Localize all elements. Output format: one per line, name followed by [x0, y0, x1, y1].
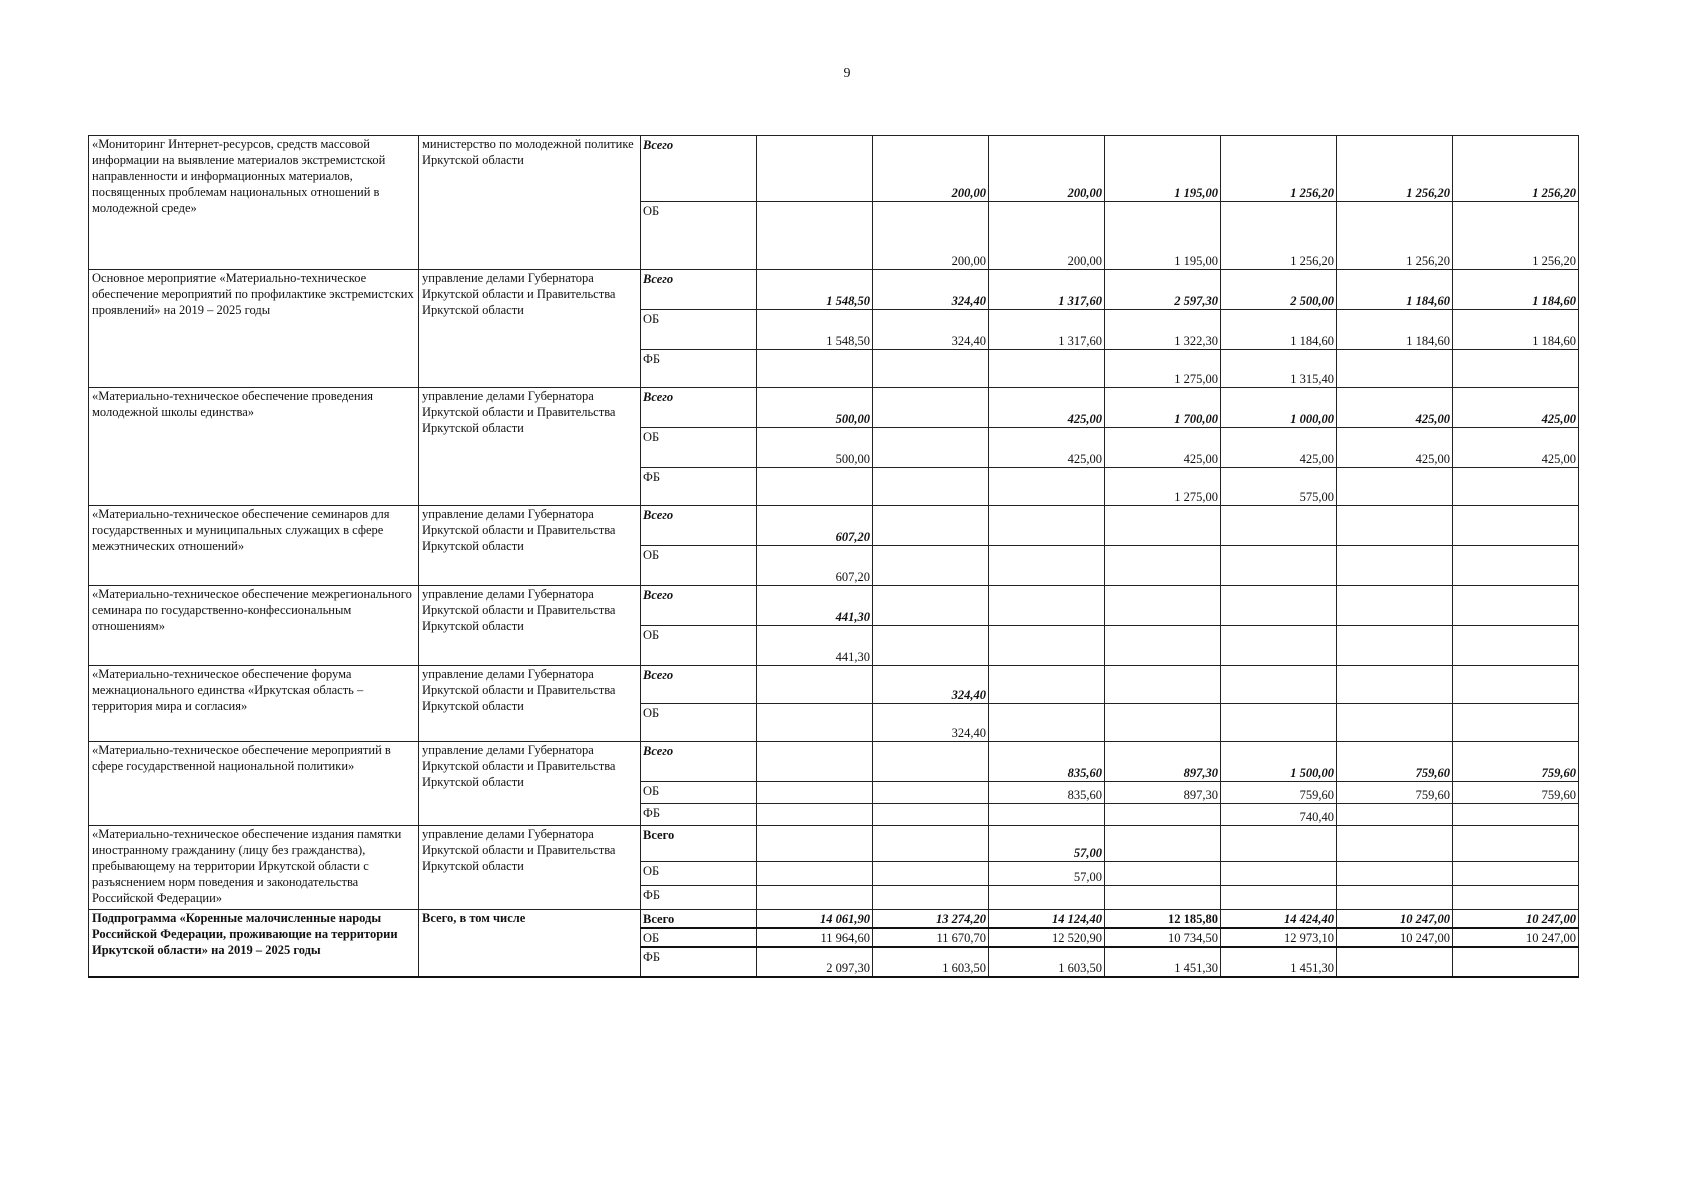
year-value: 1 322,30 — [1105, 310, 1221, 350]
table-row — [89, 136, 1579, 202]
year-value: 425,00 — [1453, 388, 1579, 428]
funding-source: Всего — [641, 666, 757, 704]
executor: министерство по молодежной политике Иркутской области — [419, 136, 641, 270]
year-value — [873, 804, 989, 826]
year-value — [989, 626, 1105, 666]
year-value — [1453, 826, 1579, 862]
year-value — [1337, 350, 1453, 388]
executor: Всего, в том числе — [419, 910, 641, 978]
year-value: 324,40 — [873, 310, 989, 350]
funding-source: ФБ — [641, 350, 757, 388]
year-value — [989, 704, 1105, 742]
year-value — [873, 586, 989, 626]
funding-source: ОБ — [641, 626, 757, 666]
year-value: 200,00 — [989, 136, 1105, 202]
year-value: 441,30 — [757, 586, 873, 626]
table-row — [89, 506, 1579, 546]
year-value — [1105, 586, 1221, 626]
year-value: 1 184,60 — [1453, 270, 1579, 310]
year-value — [873, 428, 989, 468]
year-value — [873, 886, 989, 910]
year-value — [989, 350, 1105, 388]
year-value: 10 247,00 — [1337, 910, 1453, 929]
year-value: 425,00 — [989, 388, 1105, 428]
year-value: 200,00 — [873, 136, 989, 202]
year-value — [1337, 586, 1453, 626]
year-value: 425,00 — [1337, 428, 1453, 468]
year-value: 835,60 — [989, 742, 1105, 782]
funding-source: ОБ — [641, 202, 757, 270]
year-value: 10 734,50 — [1105, 928, 1221, 947]
year-value — [757, 804, 873, 826]
year-value: 575,00 — [1221, 468, 1337, 506]
year-value — [757, 468, 873, 506]
year-value: 897,30 — [1105, 742, 1221, 782]
year-value — [1105, 506, 1221, 546]
year-value: 2 500,00 — [1221, 270, 1337, 310]
funding-source: ОБ — [641, 862, 757, 886]
year-value — [989, 506, 1105, 546]
year-value — [1337, 626, 1453, 666]
year-value — [1337, 886, 1453, 910]
year-value: 1 603,50 — [989, 947, 1105, 977]
funding-source: Всего — [641, 742, 757, 782]
year-value: 759,60 — [1221, 782, 1337, 804]
funding-source: ОБ — [641, 428, 757, 468]
year-value — [1221, 862, 1337, 886]
table-row — [89, 666, 1579, 704]
executor: управление делами Губернатора Иркутской области и Правительства Иркутской области — [419, 586, 641, 666]
year-value — [1337, 468, 1453, 506]
year-value — [1105, 704, 1221, 742]
year-value — [1221, 704, 1337, 742]
year-value — [1453, 546, 1579, 586]
year-value — [873, 350, 989, 388]
year-value — [873, 742, 989, 782]
year-value: 14 061,90 — [757, 910, 873, 929]
table-row — [89, 910, 1579, 929]
year-value: 759,60 — [1453, 782, 1579, 804]
budget-table — [88, 135, 1579, 978]
year-value — [1453, 947, 1579, 977]
year-value: 759,60 — [1337, 782, 1453, 804]
year-value: 740,40 — [1221, 804, 1337, 826]
year-value: 425,00 — [1337, 388, 1453, 428]
funding-source: ОБ — [641, 310, 757, 350]
year-value — [1221, 886, 1337, 910]
page-number: 9 — [843, 66, 851, 81]
year-value: 1 184,60 — [1337, 270, 1453, 310]
year-value — [1105, 826, 1221, 862]
year-value — [1453, 626, 1579, 666]
table-row — [89, 270, 1579, 310]
year-value: 57,00 — [989, 862, 1105, 886]
funding-source: ФБ — [641, 468, 757, 506]
year-value — [757, 742, 873, 782]
year-value: 324,40 — [873, 270, 989, 310]
year-value: 13 274,20 — [873, 910, 989, 929]
year-value — [757, 666, 873, 704]
year-value — [1105, 546, 1221, 586]
year-value: 441,30 — [757, 626, 873, 666]
year-value: 500,00 — [757, 388, 873, 428]
year-value: 324,40 — [873, 666, 989, 704]
year-value: 1 700,00 — [1105, 388, 1221, 428]
activity-description: «Мониторинг Интернет-ресурсов, средств массовой информации на выявление материалов экстремистской направленности и информационных материалов, посвященных проблемам национальных отношений в молодежной среде» — [89, 136, 419, 270]
table-row — [89, 826, 1579, 862]
year-value: 607,20 — [757, 546, 873, 586]
year-value — [1453, 886, 1579, 910]
year-value: 1 184,60 — [1453, 310, 1579, 350]
year-value: 14 124,40 — [989, 910, 1105, 929]
year-value — [873, 782, 989, 804]
year-value: 1 256,20 — [1221, 136, 1337, 202]
year-value: 425,00 — [1221, 428, 1337, 468]
year-value: 1 451,30 — [1105, 947, 1221, 977]
year-value — [1221, 506, 1337, 546]
year-value: 425,00 — [1105, 428, 1221, 468]
year-value — [1453, 804, 1579, 826]
executor: управление делами Губернатора Иркутской области и Правительства Иркутской области — [419, 506, 641, 586]
funding-source: Всего — [641, 270, 757, 310]
year-value: 1 256,20 — [1453, 136, 1579, 202]
year-value: 425,00 — [1453, 428, 1579, 468]
year-value — [1337, 704, 1453, 742]
year-value — [1221, 626, 1337, 666]
funding-source: ОБ — [641, 928, 757, 947]
year-value — [1453, 468, 1579, 506]
year-value: 607,20 — [757, 506, 873, 546]
year-value — [1105, 666, 1221, 704]
funding-source: Всего — [641, 586, 757, 626]
year-value: 10 247,00 — [1337, 928, 1453, 947]
year-value — [1453, 586, 1579, 626]
year-value: 835,60 — [989, 782, 1105, 804]
year-value: 200,00 — [989, 202, 1105, 270]
year-value — [757, 886, 873, 910]
year-value: 57,00 — [989, 826, 1105, 862]
funding-source: ФБ — [641, 886, 757, 910]
activity-description: «Материально-техническое обеспечение издания памятки иностранному гражданину (лицу без гражданства), пребывающему на территории Иркутской области с разъяснением норм поведения и законодательства Российской Федерации» — [89, 826, 419, 910]
funding-source: Всего — [641, 388, 757, 428]
year-value: 1 256,20 — [1337, 202, 1453, 270]
year-value: 1 451,30 — [1221, 947, 1337, 977]
activity-description: «Материально-техническое обеспечение форума межнационального единства «Иркутская область – территория мира и согласия» — [89, 666, 419, 742]
year-value: 1 256,20 — [1453, 202, 1579, 270]
year-value — [1453, 506, 1579, 546]
year-value — [1453, 666, 1579, 704]
year-value: 759,60 — [1453, 742, 1579, 782]
year-value — [1453, 350, 1579, 388]
year-value: 1 315,40 — [1221, 350, 1337, 388]
year-value — [1453, 704, 1579, 742]
year-value: 1 195,00 — [1105, 136, 1221, 202]
year-value: 425,00 — [989, 428, 1105, 468]
funding-source: Всего — [641, 910, 757, 929]
year-value — [1337, 666, 1453, 704]
year-value: 759,60 — [1337, 742, 1453, 782]
year-value — [989, 546, 1105, 586]
activity-description: «Материально-техническое обеспечение семинаров для государственных и муниципальных служащих в сфере межэтнических отношений» — [89, 506, 419, 586]
year-value: 1 317,60 — [989, 270, 1105, 310]
year-value: 1 000,00 — [1221, 388, 1337, 428]
year-value: 324,40 — [873, 704, 989, 742]
year-value — [989, 586, 1105, 626]
year-value: 1 317,60 — [989, 310, 1105, 350]
year-value: 14 424,40 — [1221, 910, 1337, 929]
year-value — [1221, 586, 1337, 626]
year-value: 1 548,50 — [757, 310, 873, 350]
year-value: 10 247,00 — [1453, 910, 1579, 929]
year-value: 2 597,30 — [1105, 270, 1221, 310]
activity-description: «Материально-техническое обеспечение проведения молодежной школы единства» — [89, 388, 419, 506]
year-value — [1221, 666, 1337, 704]
executor: управление делами Губернатора Иркутской области и Правительства Иркутской области — [419, 826, 641, 910]
year-value: 500,00 — [757, 428, 873, 468]
year-value — [1105, 862, 1221, 886]
activity-description: «Материально-техническое обеспечение мероприятий в сфере государственной национальной политики» — [89, 742, 419, 826]
year-value: 1 275,00 — [1105, 468, 1221, 506]
funding-source: ФБ — [641, 804, 757, 826]
year-value — [873, 826, 989, 862]
year-value: 1 275,00 — [1105, 350, 1221, 388]
year-value: 1 548,50 — [757, 270, 873, 310]
activity-description: Основное мероприятие «Материально-техническое обеспечение мероприятий по профилактике экстремистских проявлений» на 2019 – 2025 годы — [89, 270, 419, 388]
year-value — [757, 202, 873, 270]
activity-description: «Материально-техническое обеспечение межрегионального семинара по государственно-конфессиональным отношениям» — [89, 586, 419, 666]
year-value: 12 520,90 — [989, 928, 1105, 947]
year-value — [757, 826, 873, 862]
year-value: 11 964,60 — [757, 928, 873, 947]
year-value — [1337, 862, 1453, 886]
year-value — [989, 666, 1105, 704]
funding-source: Всего — [641, 506, 757, 546]
executor: управление делами Губернатора Иркутской области и Правительства Иркутской области — [419, 666, 641, 742]
year-value: 200,00 — [873, 202, 989, 270]
year-value: 897,30 — [1105, 782, 1221, 804]
year-value — [1337, 947, 1453, 977]
table-row — [89, 742, 1579, 782]
year-value: 1 184,60 — [1337, 310, 1453, 350]
year-value — [989, 468, 1105, 506]
funding-source: ОБ — [641, 782, 757, 804]
year-value — [1221, 546, 1337, 586]
year-value — [1337, 826, 1453, 862]
year-value — [1105, 804, 1221, 826]
funding-source: ФБ — [641, 947, 757, 977]
year-value — [873, 546, 989, 586]
executor: управление делами Губернатора Иркутской области и Правительства Иркутской области — [419, 388, 641, 506]
year-value — [873, 626, 989, 666]
table-row — [89, 388, 1579, 428]
year-value: 2 097,30 — [757, 947, 873, 977]
executor: управление делами Губернатора Иркутской области и Правительства Иркутской области — [419, 270, 641, 388]
year-value: 1 184,60 — [1221, 310, 1337, 350]
executor: управление делами Губернатора Иркутской области и Правительства Иркутской области — [419, 742, 641, 826]
year-value — [1453, 862, 1579, 886]
year-value: 12 185,80 — [1105, 910, 1221, 929]
year-value — [757, 136, 873, 202]
year-value — [873, 388, 989, 428]
year-value: 1 256,20 — [1221, 202, 1337, 270]
funding-source: Всего — [641, 136, 757, 202]
year-value — [989, 804, 1105, 826]
year-value — [757, 704, 873, 742]
funding-source: ОБ — [641, 546, 757, 586]
funding-source: Всего — [641, 826, 757, 862]
year-value — [1105, 886, 1221, 910]
activity-description: Подпрограмма «Коренные малочисленные народы Российской Федерации, проживающие на территории Иркутской области» на 2019 – 2025 годы — [89, 910, 419, 978]
year-value: 11 670,70 — [873, 928, 989, 947]
year-value — [757, 862, 873, 886]
table-row — [89, 586, 1579, 626]
year-value — [757, 782, 873, 804]
year-value — [1337, 546, 1453, 586]
year-value — [1337, 506, 1453, 546]
funding-source: ОБ — [641, 704, 757, 742]
year-value — [1337, 804, 1453, 826]
year-value: 10 247,00 — [1453, 928, 1579, 947]
year-value — [757, 350, 873, 388]
year-value: 1 500,00 — [1221, 742, 1337, 782]
year-value: 12 973,10 — [1221, 928, 1337, 947]
year-value — [1105, 626, 1221, 666]
year-value — [1221, 826, 1337, 862]
year-value: 1 256,20 — [1337, 136, 1453, 202]
year-value: 1 195,00 — [1105, 202, 1221, 270]
year-value — [873, 506, 989, 546]
year-value: 1 603,50 — [873, 947, 989, 977]
year-value — [989, 886, 1105, 910]
year-value — [873, 468, 989, 506]
year-value — [873, 862, 989, 886]
